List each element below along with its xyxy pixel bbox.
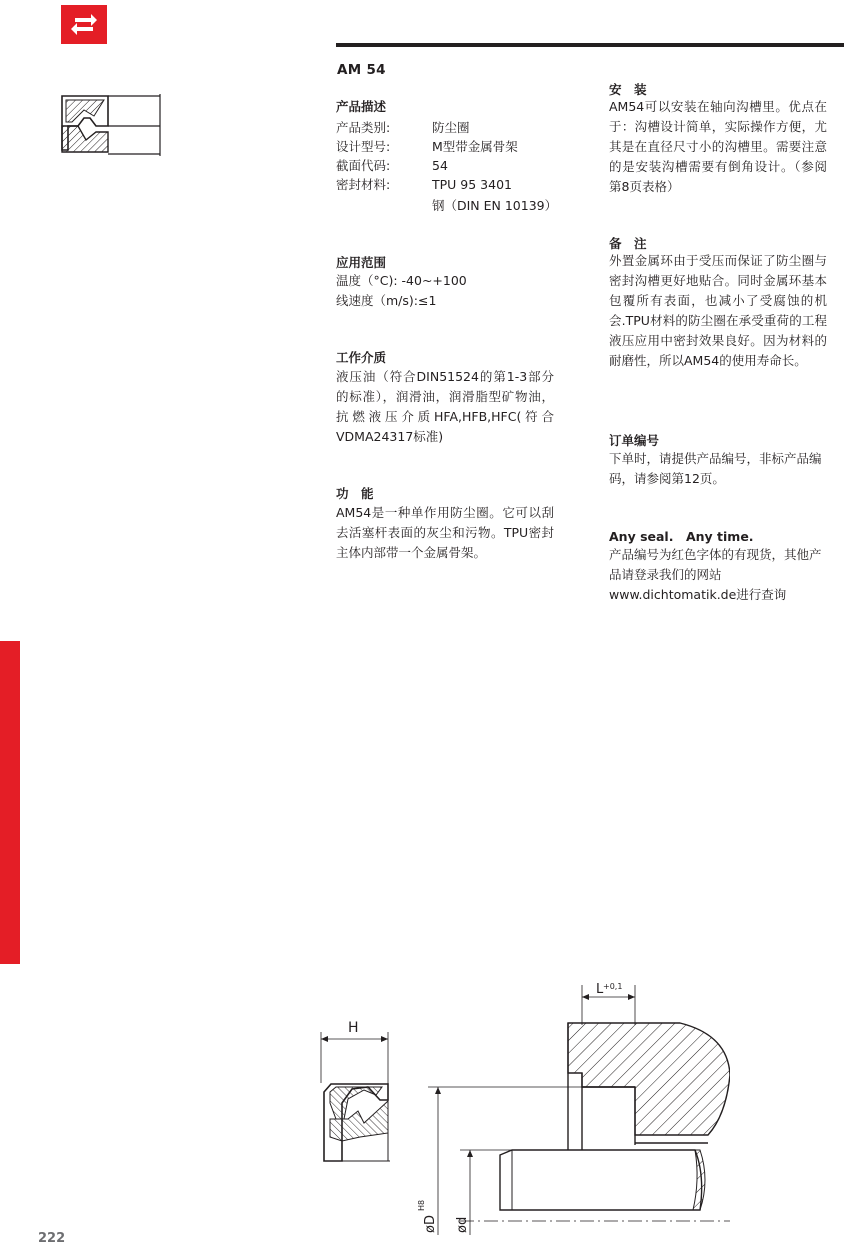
row-value: 防尘圈 — [432, 120, 470, 135]
dimension-l-label: L — [596, 982, 604, 997]
description-heading: 产品描述 — [336, 99, 387, 114]
row-value: TPU 95 3401 — [432, 177, 512, 192]
media-text: 液压油（符合DIN51524的第1-3部分的标准），润滑油，润滑脂型矿物油，抗燃液压介质HFA,HFB,HFC(符合VDMA24317标准) — [336, 369, 554, 444]
row-key: 截面代码: — [336, 158, 391, 173]
temperature-line: 温度（°C): -40~+100 — [336, 273, 467, 288]
any-seal-text: 产品编号为红色字体的有现货，其他产品请登录我们的网站www.dichtomatik.de进行查询 — [609, 547, 822, 602]
installation-text: AM54可以安装在轴向沟槽里。优点在于：沟槽设计简单，实际操作方便，尤其是在直径尺寸小的沟槽里。需要注意的是安装沟槽需要有倒角设计。（参阅第8页表格） — [609, 99, 827, 194]
dimension-l-tolerance: +0,1 — [603, 982, 623, 991]
section-marker — [0, 641, 20, 964]
any-seal-heading: Any seal. Any time. — [609, 529, 754, 544]
row-key: 产品类别: — [336, 120, 391, 135]
ordering-text: 下单时，请提供产品编号，非标产品编码，请参阅第12页。 — [609, 451, 822, 486]
dimension-d-inner-label: ød — [455, 1216, 470, 1233]
function-heading: 功 能 — [336, 486, 374, 501]
product-title: AM 54 — [337, 62, 386, 78]
media-heading: 工作介质 — [336, 350, 387, 365]
brand-logo — [61, 5, 107, 44]
seal-profile-thumbnail — [50, 90, 162, 161]
row-value: 钢（DIN EN 10139） — [432, 198, 558, 213]
application-text — [336, 271, 566, 311]
row-value: 54 — [432, 158, 448, 173]
notes-text: 外置金属环由于受压而保证了防尘圈与密封沟槽更好地贴合。同时金属环基本包覆所有表面，也减小了受腐蚀的机会.TPU材料的防尘圈在承受重荷的工程液压应用中密封效果良好。因为材料的耐磨性，所以AM54的使用寿命长。 — [609, 253, 827, 368]
description-table — [336, 118, 566, 215]
top-rule — [336, 43, 844, 47]
application-heading: 应用范围 — [336, 255, 387, 270]
description-row — [336, 156, 566, 175]
double-arrow-icon — [61, 5, 107, 44]
function-text: AM54是一种单作用防尘圈。它可以刮去活塞杆表面的灰尘和污物。TPU密封主体内部带一个金属骨架。 — [336, 505, 554, 560]
speed-line: 线速度（m/s):≤1 — [336, 293, 437, 308]
installation-drawing — [300, 965, 730, 1238]
row-key — [336, 196, 432, 215]
notes-heading: 备 注 — [609, 236, 647, 251]
description-row — [336, 118, 566, 137]
description-row — [336, 196, 566, 215]
description-row — [336, 175, 566, 194]
row-key: 设计型号: — [336, 139, 391, 154]
ordering-heading: 订单编号 — [609, 433, 660, 448]
description-row — [336, 137, 566, 156]
dimension-h-label: H — [348, 1020, 359, 1036]
installation-heading: 安 装 — [609, 82, 647, 97]
page-number: 222 — [38, 1231, 66, 1246]
row-key: 密封材料: — [336, 177, 391, 192]
row-value: M型带金属骨架 — [432, 139, 518, 154]
dimension-d-outer-tolerance: H8 — [417, 1199, 426, 1211]
dimension-d-outer-label: øD — [423, 1215, 438, 1233]
